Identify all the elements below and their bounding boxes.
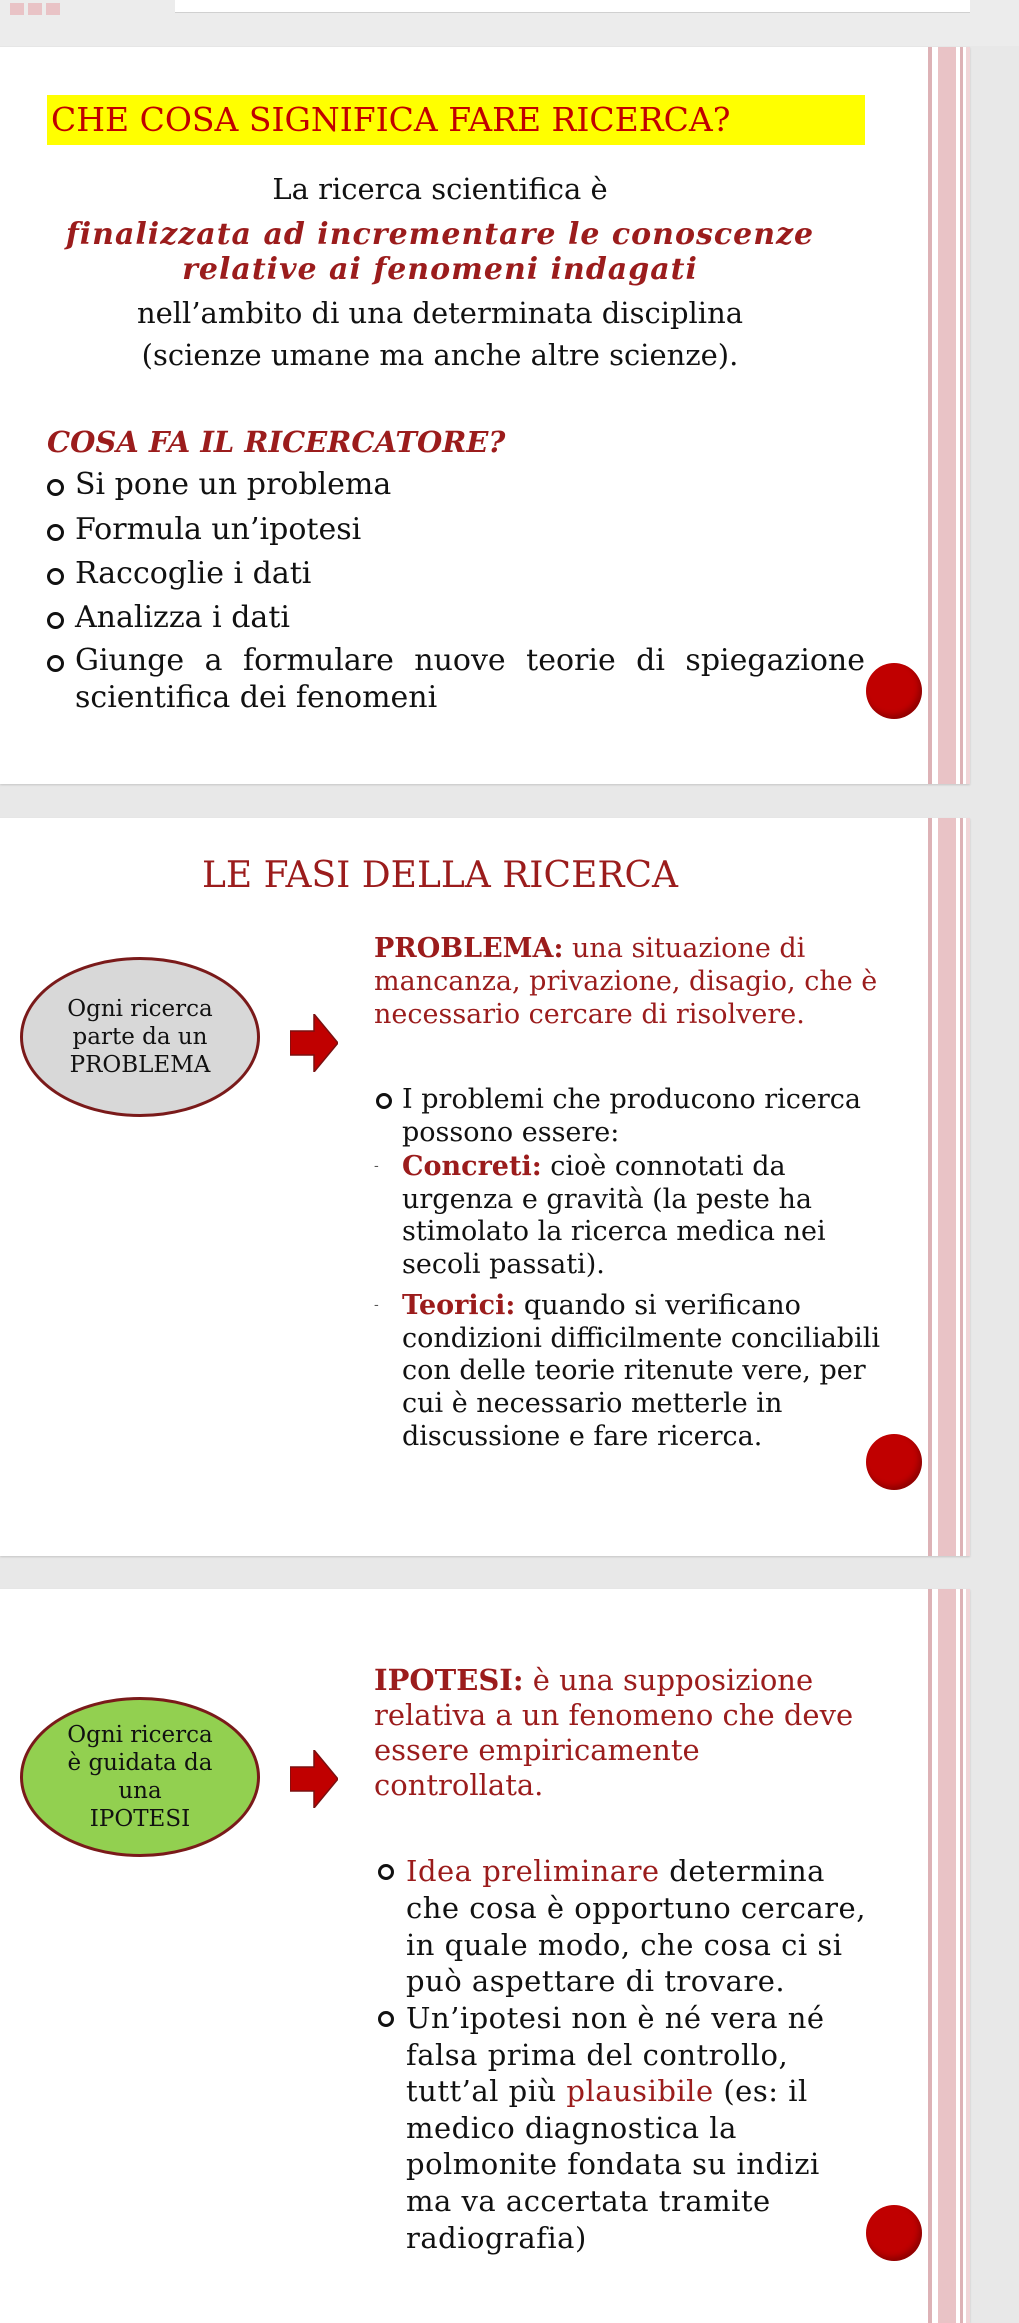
definition-line-3: essere empiricamente (374, 1733, 700, 1767)
definition-line-1: IPOTESI: è una supposizione (374, 1663, 814, 1697)
definition-line-1: PROBLEMA: una situazione di (374, 933, 806, 964)
definition-line-3: necessario cercare di risolvere. (374, 999, 805, 1030)
researcher-heading: COSA FA IL RICERCATORE? (47, 425, 506, 459)
right-arrow-icon (290, 1014, 338, 1072)
previous-slide-edge (0, 0, 1019, 46)
emphasis-line-1: finalizzata ad incrementare le conoscenze (65, 217, 815, 252)
slide-ipotesi: Ogni ricerca è guidata da una IPOTESI IPOTESI: è una supposizione relativa a un fenomeno che deve essere empiricamente controllata. Idea preliminare determina che cosa è opportuno cercare, in quale modo, che cosa ci si può aspettare di trovare. Un’ipotesi non è né vera né falsa prima del controllo, tutt’al più plausibile (es: il medico diagnostica la polmonite fondata su indizi ma va accertata tramite radiografia) (0, 1589, 970, 2323)
slide-fasi-della-ricerca: LE FASI DELLA RICERCA Ogni ricerca parte da un PROBLEMA PROBLEMA: una situazione di mancanza, privazione, disagio, che è necessario cercare di risolvere. I problemi che producono ricerca possono essere: - Concreti: cioè connotati da urgenza e gravità (la peste ha stimolato la ricerca medica nei secoli passati). - Teorici: quando si verificano condizioni difficilmente conciliabili con delle teorie ritenute vere, per cui è necessario metterle in discussione e fare ricerca. (0, 818, 970, 1556)
sciences-line: (scienze umane ma anche altre scienze). (141, 338, 739, 372)
slide-border-stripes (928, 818, 970, 1556)
slide-title: LE FASI DELLA RICERCA (202, 855, 678, 896)
definition-line-4: controllata. (374, 1768, 544, 1802)
bullet-icon (47, 655, 64, 672)
bullet-icon (47, 479, 64, 496)
definition-line-2: mancanza, privazione, disagio, che è (374, 966, 878, 997)
definition-line-2: relativa a un fenomeno che deve (374, 1698, 854, 1732)
problema-ellipse: Ogni ricerca parte da un PROBLEMA (20, 957, 260, 1117)
slide-title: CHE COSA SIGNIFICA FARE RICERCA? (47, 95, 865, 145)
slide-border-stripes (928, 1589, 970, 2323)
bullet-icon (378, 2011, 394, 2027)
red-circle-icon (866, 2205, 922, 2261)
bullet-icon (47, 612, 64, 629)
red-circle-icon (866, 1434, 922, 1490)
discipline-line: nell’ambito di una determinata disciplina (136, 296, 744, 330)
bullet-icon (47, 568, 64, 585)
slide-che-cosa-significa: CHE COSA SIGNIFICA FARE RICERCA? La ricerca scientifica è finalizzata ad incrementare le conoscenze relative ai fenomeni indagati nell’ambito di una determinata disciplina (scienze umane ma anche altre scienze). COSA FA IL RICERCATORE? Si pone un problema Formula un’ipotesi Raccoglie i dati Analizza i dati Giunge a formulare nuove teorie di spiegazione scientifica dei fenomeni (0, 47, 970, 784)
slide-border-stripes (928, 47, 970, 784)
right-arrow-icon (290, 1750, 338, 1808)
decorative-tabs (10, 0, 130, 12)
bullet-icon (378, 1864, 394, 1880)
bullet-icon (47, 524, 64, 541)
intro-line: La ricerca scientifica è (272, 172, 608, 206)
red-circle-icon (866, 663, 922, 719)
bullet-icon (376, 1093, 392, 1109)
emphasis-line-2: relative ai fenomeni indagati (182, 252, 698, 287)
ipotesi-ellipse: Ogni ricerca è guidata da una IPOTESI (20, 1697, 260, 1857)
previous-slide-card (175, 0, 970, 13)
